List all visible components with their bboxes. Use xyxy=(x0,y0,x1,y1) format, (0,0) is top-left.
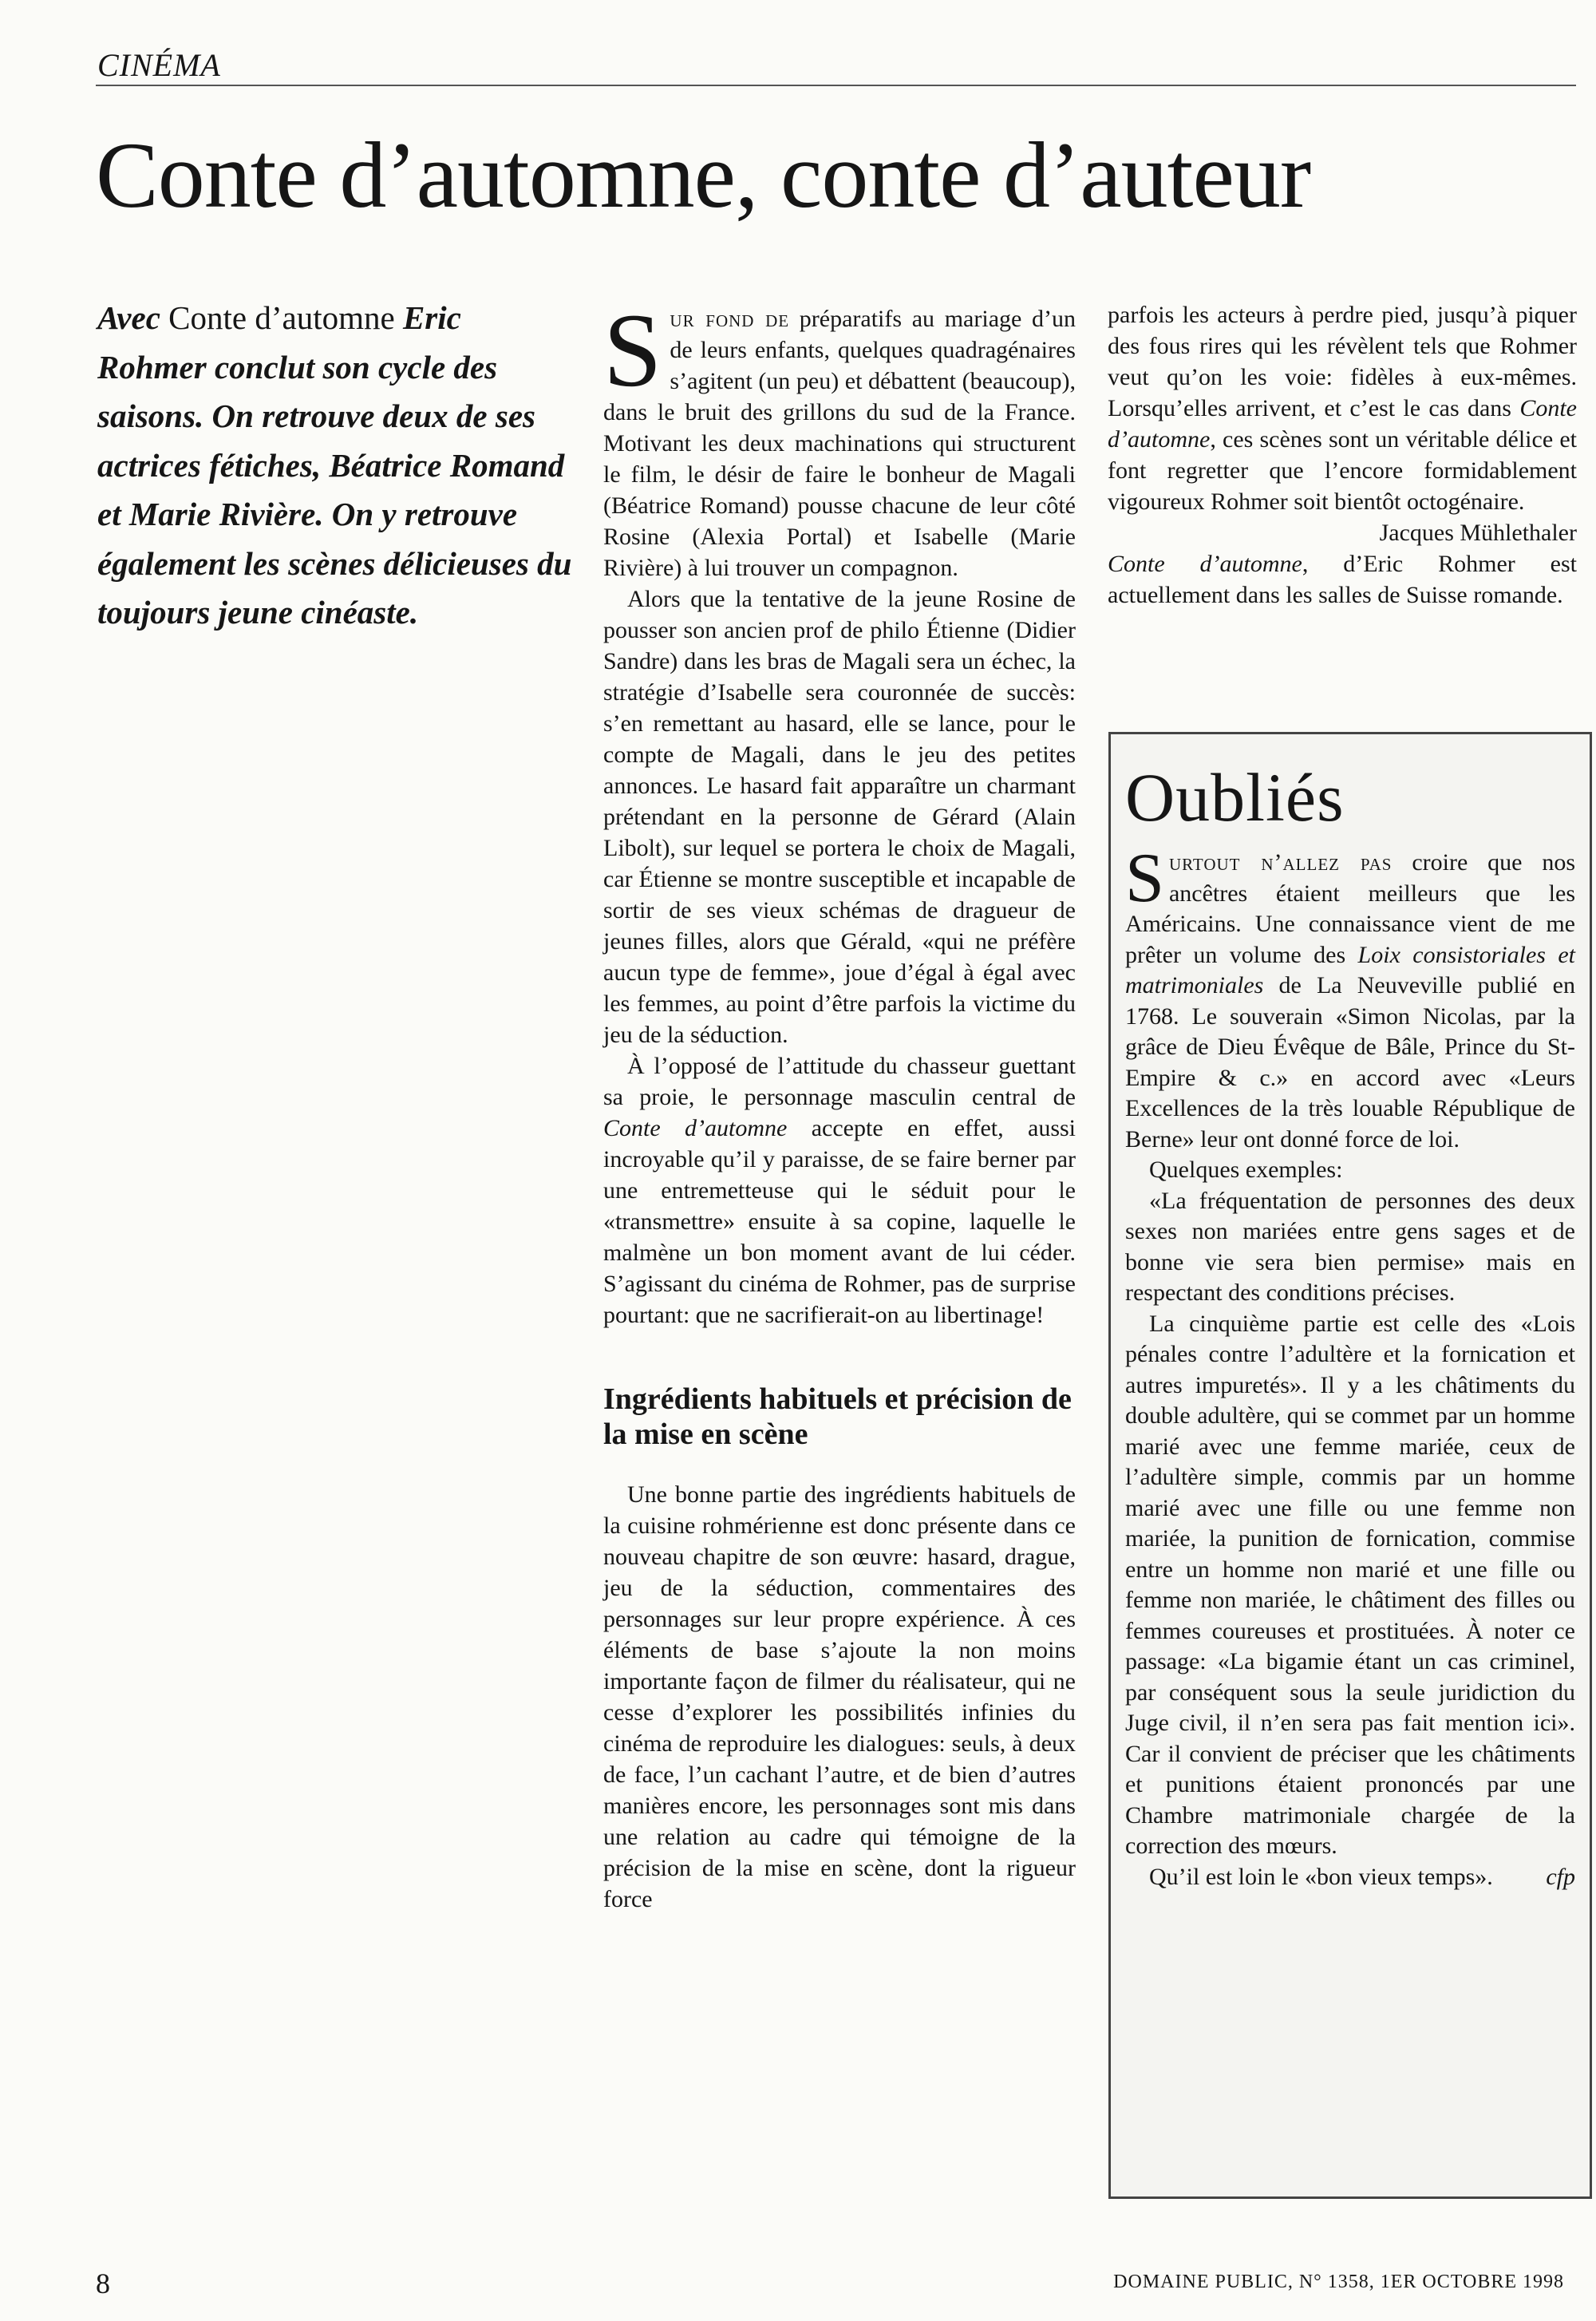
header-rule xyxy=(96,85,1576,86)
film-title: Conte d’automne xyxy=(1108,551,1302,577)
paragraph-text: , ces scènes sont un véritable délice et font regretter que l’encore formidablement vigoureux Rohmer soit bientôt octogénaire. xyxy=(1108,426,1577,515)
sidebar-paragraph-1 xyxy=(1125,840,1576,1155)
article-column-2 xyxy=(1108,299,1577,611)
sidebar-title: Oubliés xyxy=(1125,759,1345,836)
sidebar-paragraph-5 xyxy=(1125,1862,1575,1893)
article-paragraph-3 xyxy=(603,1050,1076,1331)
lede-text-end: Eric Rohmer conclut son cycle des saisons. On retrouve deux de ses actrices fétiches, Béatrice Romand et Marie Rivière. On y retrouve également les scènes délicieuses du toujours jeune cinéaste. xyxy=(97,299,572,631)
publication-info: DOMAINE PUBLIC, N° 1358, 1ER OCTOBRE 1998 xyxy=(1113,2272,1564,2292)
article-paragraph-1 xyxy=(603,291,1076,583)
drop-cap: S xyxy=(1125,840,1164,917)
sidebar-signature: cfp xyxy=(1546,1863,1575,1890)
opening-small-caps: urtout n’allez pas xyxy=(1168,849,1393,876)
paragraph-text: accepte en effet, aussi incroyable qu’il y paraisse, de se faire berner par une entremetteuse qui le séduit pour le «transmettre» ensuite à sa copine, laquelle le malmène un bon moment avant de lui céder. S’agissant du cinéma de Rohmer, pas de surprise pourtant: que ne sacrifierait-on au libertinage! xyxy=(603,1115,1077,1328)
opening-small-caps: ur fond de xyxy=(670,306,790,332)
paragraph-text: À l’opposé de l’attitude du chasseur guettant sa proie, le personnage masculin central de xyxy=(603,1053,1076,1110)
paragraph-text: Qu’il est loin le «bon vieux temps». xyxy=(1149,1863,1493,1890)
section-rubric: CINÉMA xyxy=(97,47,221,83)
article-paragraph-5 xyxy=(1108,299,1577,517)
article-subheading: Ingrédients habituels et précision de la mise en scène xyxy=(603,1382,1072,1451)
lede-film-title: Conte d’automne xyxy=(168,299,395,336)
sidebar-body xyxy=(1125,840,1576,1892)
lede-text-start: Avec xyxy=(97,299,169,336)
film-title: Conte d’automne xyxy=(603,1115,788,1141)
screening-note xyxy=(1108,548,1577,611)
page-number: 8 xyxy=(96,2268,110,2299)
film-title: Conte d’automne xyxy=(1108,395,1577,453)
sidebar-paragraph-4: La cinquième partie est celle des «Lois pénales contre l’adultère et la fornication et autres impuretés». Il y a les châtiments du double adultère, qui se commet par un homme marié avec une femme mariée, ceux de l’adultère simple, commis par un homme marié avec une fille ou une femme non mariée, la punition de fornication, commise entre un homme non marié et une fille ou femme non mariée, le châtiment des filles ou femmes coureuses et prostituées. À noter ce passage: «La bigamie étant un cas criminel, par conséquent sous la seule juridiction du Juge civil, il n’en sera pas fait mention ici». Car il convient de préciser que les châtiments et punitions étaient prononcés par une Chambre matrimoniale chargée de la correction des mœurs. xyxy=(1125,1310,1575,1859)
paragraph-text: croire que nos ancêtres étaient meilleurs que les Américains. Une connaissance vient de me prêter un volume des xyxy=(1125,849,1576,968)
drop-cap: S xyxy=(603,291,662,409)
sidebar-paragraph-3: «La fréquentation de personnes des deux sexes non mariées entre gens sages et de bonne vie sera bien permise» mais en respectant des conditions précises. xyxy=(1125,1187,1575,1306)
sidebar-paragraph-2: Quelques exemples: xyxy=(1149,1157,1343,1183)
article-paragraph-2: Alors que la tentative de la jeune Rosine de pousser son ancien prof de philo Étienne (Didier Sandre) dans les bras de Magali sera un échec, la stratégie d’Isabelle sera couronnée de succès: s’en remettant au hasard, elle se lance, pour le compte de Magali, dans le jeu des petites annonces. Le hasard fait apparaître un charmant prétendant en la personne de Gérard (Alain Libolt), sur lequel se portera le choix de Magali, car Étienne se montre susceptible et incapable de sortir de ses vieux schémas de dragueur de jeunes filles, alors que Gérald, «qui ne préfère aucun type de femme», joue d’égal à égal avec les femmes, au point d’être parfois la victime du jeu de la séduction. xyxy=(603,586,1076,1048)
article-paragraph-4: Une bonne partie des ingrédients habituels de la cuisine rohmérienne est donc présente dans ce nouveau chapitre de son œuvre: hasard, drague, jeu de la séduction, commentaires des personnages sur leur propre expérience. À ces éléments de base s’ajoute la non moins importante façon de filmer du réalisateur, qui ne cesse d’explorer les possibilités infinies du cinéma de reproduire les dialogues: seuls, à deux de face, l’un cachant l’autre, et de bien d’autres manières encore, les personnages sont mis dans une relation au cadre qui témoigne de la précision de la mise en scène, dont la rigueur force xyxy=(603,1481,1076,1912)
author-byline: Jacques Mühlethaler xyxy=(1379,520,1577,546)
paragraph-text: de La Neuveville publié en 1768. Le souverain «Simon Nicolas, par la grâce de Dieu Évêque de Bâle, Prince du St-Empire & c.» en accord avec «Leurs Excellences de la très louable République de Berne» leur ont donné force de loi. xyxy=(1125,972,1575,1153)
article-column-1 xyxy=(603,291,1077,1915)
sidebar-box xyxy=(1108,732,1592,2199)
paragraph-text: préparatifs au mariage d’un de leurs enfants, quelques quadragénaires s’agitent (un peu) et débattent (beaucoup), dans le bruit des grillons du sud de la France. Motivant les deux machinations qui structurent le film, le désir de faire le bonheur de Magali (Béatrice Romand) pousse chacune de leur côté Rosine (Alexia Portal) et Isabelle (Marie Rivière) à lui trouver un compagnon. xyxy=(603,306,1076,581)
paragraph-text: parfois les acteurs à perdre pied, jusqu’à piquer des fous rires qui les révèlent tels que Rohmer veut qu’on les voie: fidèles à eux-mêmes. Lorsqu’elles arrivent, et c’est le cas dans xyxy=(1108,302,1577,421)
article-lede xyxy=(97,294,576,638)
book-title: Loix consistoriales et matrimoniales xyxy=(1125,941,1576,998)
paragraph-text: , d’Eric Rohmer est actuellement dans les salles de Suisse romande. xyxy=(1108,551,1578,608)
article-headline: Conte d’automne, conte d’auteur xyxy=(96,123,1311,227)
